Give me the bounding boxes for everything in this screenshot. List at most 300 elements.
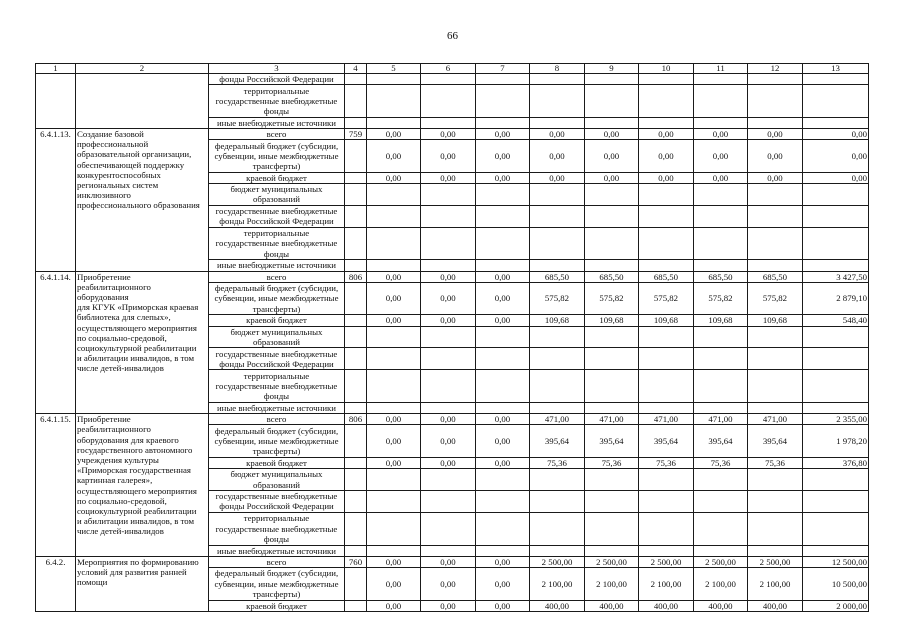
- value-cell: 0,00: [476, 282, 530, 315]
- funding-source: государственные внебюджетные фонды Российской Федерации: [209, 348, 345, 370]
- empty-cell: [639, 74, 694, 85]
- value-cell: 0,00: [367, 567, 421, 600]
- funding-source: территориальные государственные внебюджетные фонды: [209, 512, 345, 545]
- empty-cell: [530, 205, 585, 227]
- value-cell: 0,00: [367, 315, 421, 326]
- value-cell: 0,00: [476, 129, 530, 140]
- value-cell: 0,00: [585, 129, 639, 140]
- column-header: 6: [421, 64, 476, 74]
- value-cell: 75,36: [585, 457, 639, 468]
- funding-source: федеральный бюджет (субсидии, субвенции, иные межбюджетные трансферты): [209, 282, 345, 315]
- empty-cell: [803, 491, 869, 513]
- empty-cell: [694, 348, 748, 370]
- value-cell: 0,00: [530, 129, 585, 140]
- empty-cell: [694, 85, 748, 118]
- empty-cell: [639, 85, 694, 118]
- value-cell: 0,00: [421, 271, 476, 282]
- item-name: Мероприятия по формированию условий для развития ранней помощи: [76, 556, 209, 611]
- value-cell: 0,00: [421, 567, 476, 600]
- item-code: 759: [345, 129, 367, 140]
- value-cell: 575,82: [748, 282, 803, 315]
- value-cell: 0,00: [476, 414, 530, 425]
- value-cell: 0,00: [476, 425, 530, 458]
- empty-cell: [421, 117, 476, 128]
- empty-cell: [530, 512, 585, 545]
- funding-source: краевой бюджет: [209, 600, 345, 611]
- empty-cell: [639, 512, 694, 545]
- empty-cell: [345, 402, 367, 413]
- item-number: 6.4.1.13.: [36, 129, 76, 272]
- empty-cell: [803, 370, 869, 403]
- empty-cell: [748, 227, 803, 260]
- empty-cell: [476, 469, 530, 491]
- empty-cell: [345, 545, 367, 556]
- column-header: 10: [639, 64, 694, 74]
- empty-cell: [476, 370, 530, 403]
- empty-cell: [476, 184, 530, 206]
- funding-source: иные внебюджетные источники: [209, 117, 345, 128]
- empty-cell: [421, 326, 476, 348]
- empty-cell: [585, 469, 639, 491]
- empty-cell: [345, 348, 367, 370]
- empty-cell: [639, 348, 694, 370]
- value-cell: 400,00: [639, 600, 694, 611]
- empty-cell: [639, 545, 694, 556]
- value-cell: 0,00: [421, 457, 476, 468]
- empty-cell: [367, 205, 421, 227]
- item-number: 6.4.2.: [36, 556, 76, 611]
- column-header: 7: [476, 64, 530, 74]
- empty-cell: [345, 469, 367, 491]
- empty-cell: [748, 348, 803, 370]
- value-cell: 1 978,20: [803, 425, 869, 458]
- value-cell: 0,00: [367, 414, 421, 425]
- empty-cell: [748, 545, 803, 556]
- empty-cell: [639, 326, 694, 348]
- value-cell: 75,36: [694, 457, 748, 468]
- empty-cell: [421, 402, 476, 413]
- empty-cell: [345, 567, 367, 600]
- value-cell: 2 500,00: [694, 556, 748, 567]
- value-cell: 0,00: [421, 556, 476, 567]
- empty-cell: [530, 469, 585, 491]
- empty-cell: [345, 491, 367, 513]
- empty-cell: [367, 85, 421, 118]
- empty-cell: [748, 117, 803, 128]
- empty-cell: [694, 402, 748, 413]
- column-header: 8: [530, 64, 585, 74]
- empty-cell: [421, 260, 476, 271]
- empty-cell: [530, 184, 585, 206]
- funding-source: фонды Российской Федерации: [209, 74, 345, 85]
- funding-source: государственные внебюджетные фонды Российской Федерации: [209, 205, 345, 227]
- item-number: 6.4.1.14.: [36, 271, 76, 414]
- empty-cell: [345, 315, 367, 326]
- empty-cell: [421, 512, 476, 545]
- value-cell: 0,00: [748, 129, 803, 140]
- value-cell: 471,00: [585, 414, 639, 425]
- empty-cell: [694, 74, 748, 85]
- empty-cell: [585, 74, 639, 85]
- empty-cell: [694, 370, 748, 403]
- value-cell: 471,00: [639, 414, 694, 425]
- empty-cell: [345, 282, 367, 315]
- empty-cell: [694, 512, 748, 545]
- item-name: Создание базовой профессиональной образовательной организации, обеспечивающей поддержку конкурентоспособных региональных систем инклюзивного профессионального образования: [76, 129, 209, 272]
- funding-source: бюджет муниципальных образований: [209, 469, 345, 491]
- page-number: 66: [447, 30, 458, 42]
- value-cell: 0,00: [476, 567, 530, 600]
- value-cell: 395,64: [748, 425, 803, 458]
- funding-source: бюджет муниципальных образований: [209, 326, 345, 348]
- empty-cell: [367, 491, 421, 513]
- empty-cell: [530, 491, 585, 513]
- empty-cell: [476, 545, 530, 556]
- value-cell: 395,64: [585, 425, 639, 458]
- value-cell: 2 100,00: [530, 567, 585, 600]
- value-cell: 0,00: [585, 172, 639, 183]
- empty-cell: [421, 469, 476, 491]
- value-cell: 685,50: [530, 271, 585, 282]
- column-header: 9: [585, 64, 639, 74]
- value-cell: 471,00: [694, 414, 748, 425]
- empty-cell: [367, 348, 421, 370]
- empty-cell: [530, 402, 585, 413]
- empty-cell: [748, 184, 803, 206]
- column-header: 1: [36, 64, 76, 74]
- empty-cell: [748, 74, 803, 85]
- funding-source: краевой бюджет: [209, 315, 345, 326]
- empty-cell: [530, 348, 585, 370]
- empty-cell: [585, 402, 639, 413]
- empty-cell: [694, 326, 748, 348]
- funding-source: территориальные государственные внебюджетные фонды: [209, 370, 345, 403]
- funding-source: всего: [209, 414, 345, 425]
- value-cell: 0,00: [421, 315, 476, 326]
- value-cell: 0,00: [585, 140, 639, 173]
- value-cell: 109,68: [585, 315, 639, 326]
- value-cell: 2 100,00: [748, 567, 803, 600]
- column-header: 12: [748, 64, 803, 74]
- table-body: [36, 64, 869, 612]
- funding-source: федеральный бюджет (субсидии, субвенции, иные межбюджетные трансферты): [209, 425, 345, 458]
- header-row: [36, 64, 869, 74]
- value-cell: 0,00: [694, 129, 748, 140]
- value-cell: 400,00: [585, 600, 639, 611]
- column-header: 3: [209, 64, 345, 74]
- empty-cell: [345, 425, 367, 458]
- value-cell: 0,00: [530, 172, 585, 183]
- empty-cell: [345, 326, 367, 348]
- value-cell: 685,50: [585, 271, 639, 282]
- empty-cell: [803, 348, 869, 370]
- empty-cell: [748, 512, 803, 545]
- value-cell: 109,68: [530, 315, 585, 326]
- value-cell: 0,00: [639, 172, 694, 183]
- empty-cell: [476, 260, 530, 271]
- empty-cell: [367, 74, 421, 85]
- empty-cell: [694, 469, 748, 491]
- empty-cell: [585, 205, 639, 227]
- value-cell: 0,00: [367, 556, 421, 567]
- empty-cell: [803, 205, 869, 227]
- empty-cell: [345, 227, 367, 260]
- empty-cell: [530, 117, 585, 128]
- empty-cell: [421, 348, 476, 370]
- funding-source: территориальные государственные внебюджетные фонды: [209, 85, 345, 118]
- empty-cell: [476, 74, 530, 85]
- value-cell: 2 879,10: [803, 282, 869, 315]
- value-cell: 0,00: [367, 457, 421, 468]
- empty-cell: [530, 227, 585, 260]
- empty-cell: [345, 172, 367, 183]
- funding-source: краевой бюджет: [209, 172, 345, 183]
- empty-cell: [345, 117, 367, 128]
- value-cell: 0,00: [476, 315, 530, 326]
- value-cell: 471,00: [530, 414, 585, 425]
- empty-cell: [803, 85, 869, 118]
- empty-cell: [694, 491, 748, 513]
- funding-source: иные внебюджетные источники: [209, 402, 345, 413]
- empty-cell: [803, 117, 869, 128]
- value-cell: 0,00: [367, 600, 421, 611]
- empty-cell: [585, 348, 639, 370]
- empty-cell: [803, 74, 869, 85]
- empty-cell: [530, 85, 585, 118]
- value-cell: 3 427,50: [803, 271, 869, 282]
- empty-cell: [585, 85, 639, 118]
- funding-source: краевой бюджет: [209, 457, 345, 468]
- empty-cell: [367, 370, 421, 403]
- empty-cell: [639, 469, 694, 491]
- value-cell: 0,00: [803, 129, 869, 140]
- empty-cell: [421, 85, 476, 118]
- table-row: [36, 271, 869, 282]
- value-cell: 0,00: [367, 271, 421, 282]
- empty-cell: [476, 348, 530, 370]
- empty-cell: [345, 260, 367, 271]
- funding-source: всего: [209, 129, 345, 140]
- empty-cell: [476, 117, 530, 128]
- empty-cell: [585, 184, 639, 206]
- value-cell: 2 500,00: [585, 556, 639, 567]
- value-cell: 0,00: [803, 140, 869, 173]
- table-row: [36, 414, 869, 425]
- empty-cell: [803, 184, 869, 206]
- empty-cell: [639, 402, 694, 413]
- value-cell: 575,82: [694, 282, 748, 315]
- value-cell: 75,36: [748, 457, 803, 468]
- value-cell: 0,00: [421, 172, 476, 183]
- value-cell: 0,00: [748, 172, 803, 183]
- value-cell: 376,80: [803, 457, 869, 468]
- funding-source: иные внебюджетные источники: [209, 260, 345, 271]
- column-header: 13: [803, 64, 869, 74]
- empty-cell: [421, 74, 476, 85]
- funding-source: территориальные государственные внебюджетные фонды: [209, 227, 345, 260]
- value-cell: 2 000,00: [803, 600, 869, 611]
- value-cell: 685,50: [748, 271, 803, 282]
- empty-cell: [476, 227, 530, 260]
- empty-cell: [476, 85, 530, 118]
- empty-cell: [694, 184, 748, 206]
- value-cell: 0,00: [476, 600, 530, 611]
- value-cell: 0,00: [421, 282, 476, 315]
- item-code: 760: [345, 556, 367, 567]
- empty-cell: [345, 140, 367, 173]
- empty-cell: [345, 370, 367, 403]
- funding-source: всего: [209, 556, 345, 567]
- value-cell: 471,00: [748, 414, 803, 425]
- item-name: Приобретение реабилитационного оборудования для краевого государственного автономного учреждения культуры «Приморская государственная картинная галерея», осуществляющего мероприятия по социально-средовой, социокультурной реабилитации и абилитации инвалидов, в том числе детей-инвалидов: [76, 414, 209, 557]
- empty-cell: [345, 184, 367, 206]
- value-cell: 685,50: [694, 271, 748, 282]
- empty-cell: [803, 512, 869, 545]
- item-code: 806: [345, 271, 367, 282]
- value-cell: 400,00: [748, 600, 803, 611]
- empty-cell: [585, 326, 639, 348]
- empty-cell: [748, 402, 803, 413]
- value-cell: 0,00: [421, 600, 476, 611]
- empty-cell: [367, 260, 421, 271]
- empty-cell: [76, 74, 209, 129]
- empty-cell: [367, 227, 421, 260]
- value-cell: 2 500,00: [748, 556, 803, 567]
- empty-cell: [639, 227, 694, 260]
- value-cell: 0,00: [421, 414, 476, 425]
- empty-cell: [585, 260, 639, 271]
- empty-cell: [803, 227, 869, 260]
- empty-cell: [694, 117, 748, 128]
- empty-cell: [530, 74, 585, 85]
- funding-source: федеральный бюджет (субсидии, субвенции, иные межбюджетные трансферты): [209, 567, 345, 600]
- empty-cell: [421, 370, 476, 403]
- empty-cell: [345, 85, 367, 118]
- value-cell: 395,64: [694, 425, 748, 458]
- empty-cell: [345, 74, 367, 85]
- empty-cell: [803, 402, 869, 413]
- funding-source: всего: [209, 271, 345, 282]
- value-cell: 75,36: [639, 457, 694, 468]
- column-header: 5: [367, 64, 421, 74]
- value-cell: 0,00: [639, 129, 694, 140]
- table-row: [36, 129, 869, 140]
- value-cell: 395,64: [530, 425, 585, 458]
- empty-cell: [803, 545, 869, 556]
- empty-cell: [748, 469, 803, 491]
- empty-cell: [530, 545, 585, 556]
- value-cell: 0,00: [694, 140, 748, 173]
- empty-cell: [367, 402, 421, 413]
- value-cell: 2 100,00: [639, 567, 694, 600]
- empty-cell: [639, 370, 694, 403]
- empty-cell: [345, 205, 367, 227]
- item-code: 806: [345, 414, 367, 425]
- empty-cell: [639, 205, 694, 227]
- value-cell: 395,64: [639, 425, 694, 458]
- empty-cell: [803, 469, 869, 491]
- value-cell: 0,00: [748, 140, 803, 173]
- empty-cell: [585, 491, 639, 513]
- value-cell: 75,36: [530, 457, 585, 468]
- empty-cell: [421, 184, 476, 206]
- column-header: 2: [76, 64, 209, 74]
- value-cell: 0,00: [421, 425, 476, 458]
- value-cell: 0,00: [367, 140, 421, 173]
- empty-cell: [748, 205, 803, 227]
- value-cell: 109,68: [639, 315, 694, 326]
- empty-cell: [421, 491, 476, 513]
- item-name: Приобретение реабилитационного оборудования для КГУК «Приморская краевая библиотека для слепых», осуществляющего мероприятия по социально-средовой, социокультурной реабилитации и абилитации инвалидов, в том числе детей-инвалидов: [76, 271, 209, 414]
- empty-cell: [367, 117, 421, 128]
- empty-cell: [367, 545, 421, 556]
- value-cell: 109,68: [748, 315, 803, 326]
- value-cell: 2 500,00: [530, 556, 585, 567]
- value-cell: 0,00: [530, 140, 585, 173]
- empty-cell: [585, 370, 639, 403]
- empty-cell: [585, 512, 639, 545]
- empty-cell: [476, 402, 530, 413]
- empty-cell: [694, 260, 748, 271]
- table-row: [36, 74, 869, 85]
- value-cell: 548,40: [803, 315, 869, 326]
- value-cell: 575,82: [585, 282, 639, 315]
- empty-cell: [585, 227, 639, 260]
- empty-cell: [530, 260, 585, 271]
- empty-cell: [367, 326, 421, 348]
- value-cell: 2 100,00: [694, 567, 748, 600]
- funding-source: государственные внебюджетные фонды Российской Федерации: [209, 491, 345, 513]
- empty-cell: [585, 117, 639, 128]
- value-cell: 0,00: [803, 172, 869, 183]
- budget-table: [35, 63, 869, 612]
- value-cell: 0,00: [367, 172, 421, 183]
- value-cell: 400,00: [694, 600, 748, 611]
- value-cell: 0,00: [421, 129, 476, 140]
- value-cell: 0,00: [367, 425, 421, 458]
- value-cell: 0,00: [476, 172, 530, 183]
- empty-cell: [803, 326, 869, 348]
- empty-cell: [421, 205, 476, 227]
- empty-cell: [748, 491, 803, 513]
- empty-cell: [421, 545, 476, 556]
- value-cell: 0,00: [694, 172, 748, 183]
- empty-cell: [345, 600, 367, 611]
- empty-cell: [367, 469, 421, 491]
- empty-cell: [694, 545, 748, 556]
- value-cell: 0,00: [476, 271, 530, 282]
- empty-cell: [367, 184, 421, 206]
- empty-cell: [476, 326, 530, 348]
- value-cell: 0,00: [476, 457, 530, 468]
- value-cell: 2 100,00: [585, 567, 639, 600]
- item-number: 6.4.1.15.: [36, 414, 76, 557]
- empty-cell: [530, 370, 585, 403]
- value-cell: 575,82: [530, 282, 585, 315]
- funding-source: иные внебюджетные источники: [209, 545, 345, 556]
- empty-cell: [639, 491, 694, 513]
- funding-source: бюджет муниципальных образований: [209, 184, 345, 206]
- value-cell: 0,00: [476, 556, 530, 567]
- empty-cell: [36, 74, 76, 129]
- value-cell: 575,82: [639, 282, 694, 315]
- empty-cell: [748, 85, 803, 118]
- value-cell: 400,00: [530, 600, 585, 611]
- column-header: 11: [694, 64, 748, 74]
- value-cell: 2 500,00: [639, 556, 694, 567]
- empty-cell: [476, 205, 530, 227]
- value-cell: 0,00: [367, 129, 421, 140]
